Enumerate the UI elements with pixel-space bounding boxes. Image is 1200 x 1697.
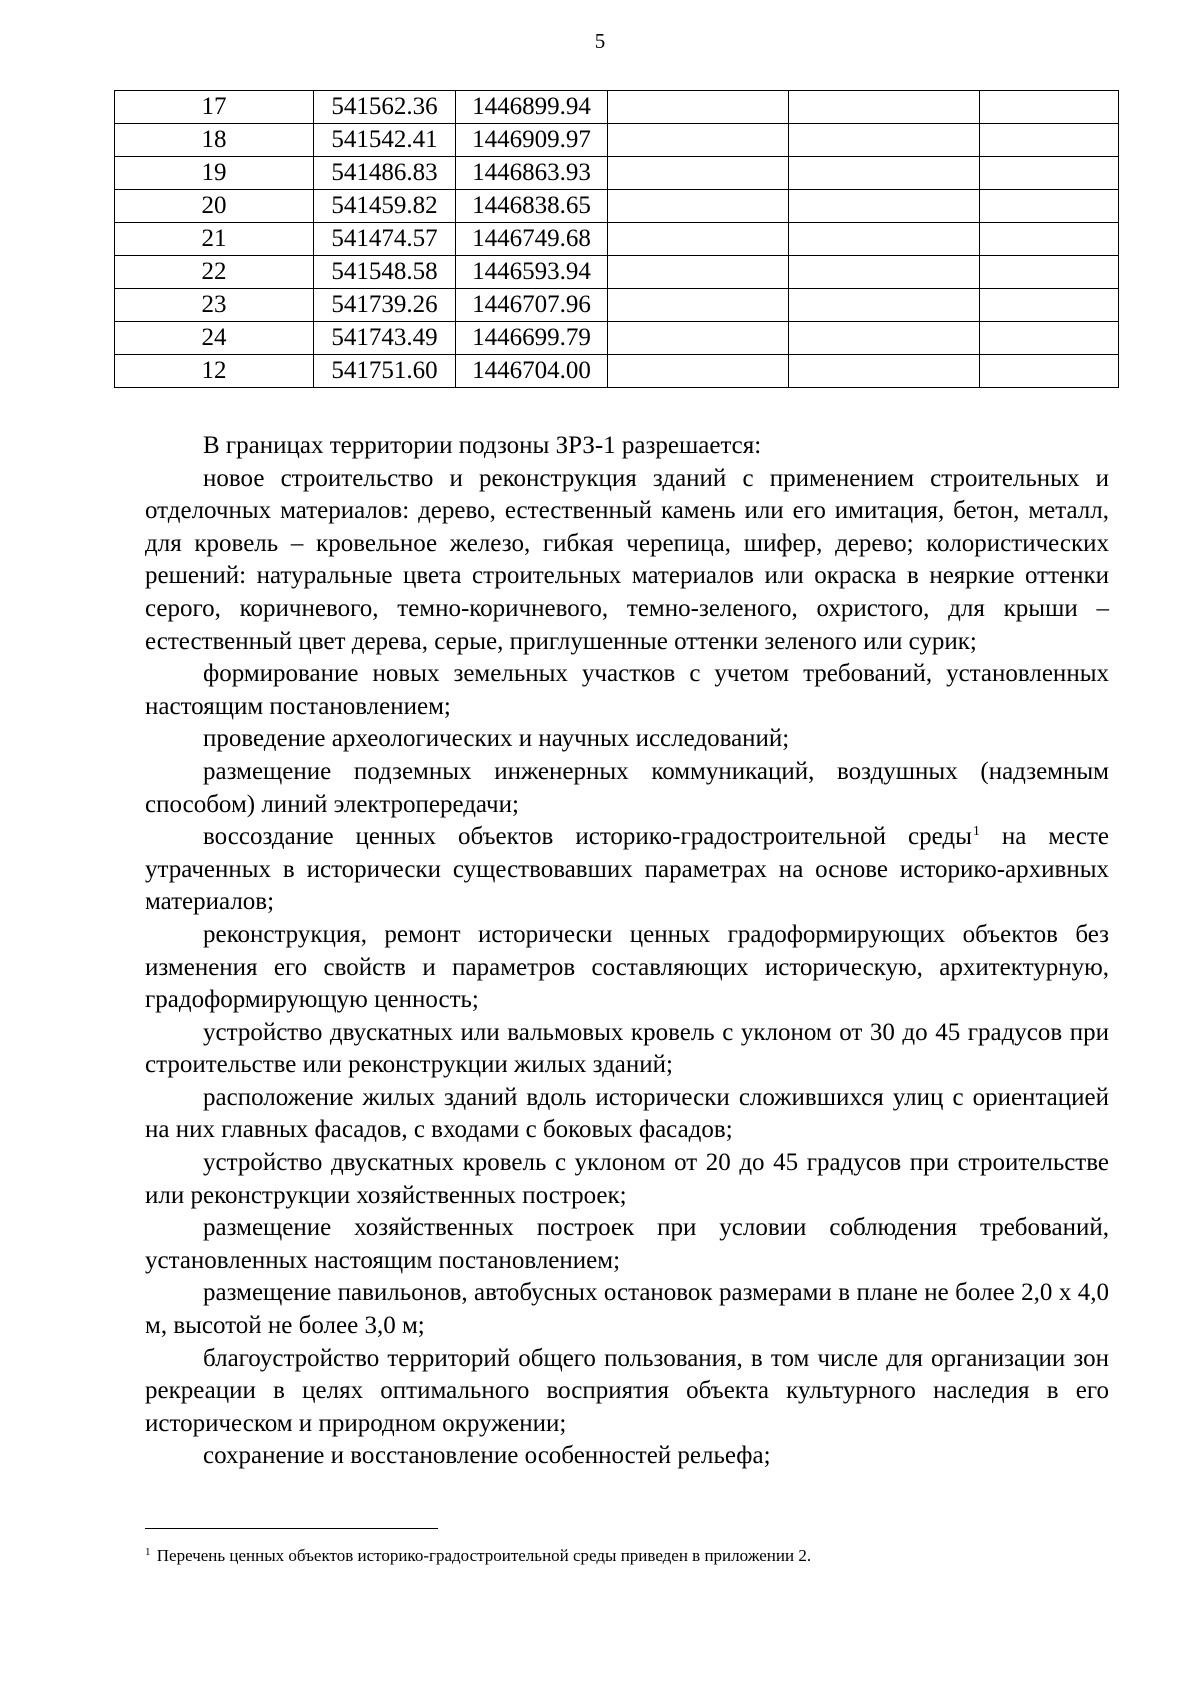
permitted-item: размещение павильонов, автобусных остановок размерами в плане не более 2,0 х 4,0 м, высотой не более 3,0 м; bbox=[145, 1279, 1109, 1340]
empty-cell bbox=[980, 355, 1119, 388]
empty-cell bbox=[789, 289, 980, 322]
permitted-item: новое строительство и реконструкция зданий с применением строительных и отделочных материалов: дерево, естественный камень или его имитация, бетон, металл, для кровель – кровельное железо, гибкая черепица, шифер, дерево; колористических решений: натуральные цвета строительных материалов или окраска в неяркие оттенки серого, коричневого, темно-коричневого, темно-зеленого, охристого, для крыши – естественный цвет дерева, серые, приглушенные оттенки зеленого или сурик; bbox=[145, 464, 1109, 655]
permitted-item: размещение хозяйственных построек при условии соблюдения требований, установленных настоящим постановлением; bbox=[145, 1214, 1109, 1274]
empty-cell bbox=[608, 124, 789, 157]
point-number-cell: 21 bbox=[115, 223, 314, 256]
permitted-item: формирование новых земельных участков с учетом требований, установленных настоящим постановлением; bbox=[145, 660, 1109, 720]
permitted-item: устройство двускатных или вальмовых кровель с уклоном от 30 до 45 градусов при строительстве или реконструкции жилых зданий; bbox=[145, 1018, 1109, 1079]
footnote-marker: 1 bbox=[145, 1546, 151, 1558]
table-row bbox=[115, 157, 1119, 190]
coordinates-table bbox=[114, 90, 1119, 388]
empty-cell bbox=[789, 190, 980, 223]
empty-cell bbox=[789, 124, 980, 157]
x-coordinate-cell: 541548.58 bbox=[314, 256, 456, 289]
x-coordinate-cell: 541542.41 bbox=[314, 124, 456, 157]
permitted-item-with-footnote bbox=[145, 821, 1109, 919]
empty-cell bbox=[789, 322, 980, 355]
table-row bbox=[115, 322, 1119, 355]
permitted-item: сохранение и восстановление особенностей рельефа; bbox=[203, 1442, 771, 1470]
empty-cell bbox=[608, 91, 789, 124]
empty-cell bbox=[980, 322, 1119, 355]
page-number: 5 bbox=[594, 29, 606, 53]
table-row bbox=[115, 355, 1119, 388]
y-coordinate-cell: 1446704.00 bbox=[456, 355, 608, 388]
y-coordinate-cell: 1446749.68 bbox=[456, 223, 608, 256]
empty-cell bbox=[980, 157, 1119, 190]
body-text bbox=[145, 430, 1109, 1473]
point-number-cell: 20 bbox=[115, 190, 314, 223]
permitted-item: расположение жилых зданий вдоль исторически сложившихся улиц с ориентацией на них главных фасадов, с входами с боковых фасадов; bbox=[145, 1083, 1109, 1144]
empty-cell bbox=[980, 289, 1119, 322]
footnote bbox=[145, 1545, 1109, 1567]
footnote-separator bbox=[145, 1528, 438, 1529]
empty-cell bbox=[608, 322, 789, 355]
y-coordinate-cell: 1446863.93 bbox=[456, 157, 608, 190]
empty-cell bbox=[789, 223, 980, 256]
permitted-item: размещение подземных инженерных коммуникаций, воздушных (надземным способом) линий электропередачи; bbox=[145, 757, 1109, 818]
point-number-cell: 17 bbox=[115, 91, 314, 124]
table-row bbox=[115, 190, 1119, 223]
permitted-item: реконструкция, ремонт исторически ценных градоформирующих объектов без изменения его свойств и параметров составляющих историческую, архитектурную, градоформирующую ценность; bbox=[145, 920, 1109, 1014]
item-text-tail: на месте утраченных в исторически существовавших параметрах на основе историко-архивных материалов; bbox=[145, 823, 1109, 916]
empty-cell bbox=[980, 91, 1119, 124]
empty-cell bbox=[608, 223, 789, 256]
empty-cell bbox=[789, 256, 980, 289]
empty-cell bbox=[980, 124, 1119, 157]
x-coordinate-cell: 541739.26 bbox=[314, 289, 456, 322]
point-number-cell: 24 bbox=[115, 322, 314, 355]
y-coordinate-cell: 1446838.65 bbox=[456, 190, 608, 223]
empty-cell bbox=[608, 190, 789, 223]
y-coordinate-cell: 1446707.96 bbox=[456, 289, 608, 322]
x-coordinate-cell: 541486.83 bbox=[314, 157, 456, 190]
empty-cell bbox=[980, 190, 1119, 223]
footnote-text: Перечень ценных объектов историко-градостроительной среды приведен в приложении 2. bbox=[152, 1546, 812, 1565]
x-coordinate-cell: 541743.49 bbox=[314, 322, 456, 355]
y-coordinate-cell: 1446699.79 bbox=[456, 322, 608, 355]
empty-cell bbox=[608, 256, 789, 289]
permitted-item: благоустройство территорий общего пользования, в том числе для организации зон рекреации в целях оптимального восприятия объекта культурного наследия в его историческом и природном окружении; bbox=[145, 1344, 1109, 1437]
point-number-cell: 19 bbox=[115, 157, 314, 190]
table-row bbox=[115, 289, 1119, 322]
coordinates-table-body bbox=[115, 91, 1119, 388]
x-coordinate-cell: 541459.82 bbox=[314, 190, 456, 223]
empty-cell bbox=[789, 355, 980, 388]
empty-cell bbox=[608, 289, 789, 322]
x-coordinate-cell: 541562.36 bbox=[314, 91, 456, 124]
table-row bbox=[115, 91, 1119, 124]
item-text: воссоздание ценных объектов историко-градостроительной среды bbox=[203, 823, 972, 851]
table-row bbox=[115, 256, 1119, 289]
permitted-item: устройство двускатных кровель с уклоном от 20 до 45 градусов при строительстве или реконструкции хозяйственных построек; bbox=[145, 1149, 1109, 1209]
table-row bbox=[115, 223, 1119, 256]
empty-cell bbox=[980, 223, 1119, 256]
intro-paragraph: В границах территории подзоны ЗРЗ-1 разрешается: bbox=[203, 432, 762, 459]
point-number-cell: 12 bbox=[115, 355, 314, 388]
y-coordinate-cell: 1446909.97 bbox=[456, 124, 608, 157]
x-coordinate-cell: 541751.60 bbox=[314, 355, 456, 388]
table-row bbox=[115, 124, 1119, 157]
empty-cell bbox=[789, 157, 980, 190]
x-coordinate-cell: 541474.57 bbox=[314, 223, 456, 256]
point-number-cell: 22 bbox=[115, 256, 314, 289]
empty-cell bbox=[789, 91, 980, 124]
y-coordinate-cell: 1446899.94 bbox=[456, 91, 608, 124]
point-number-cell: 23 bbox=[115, 289, 314, 322]
y-coordinate-cell: 1446593.94 bbox=[456, 256, 608, 289]
footnote-reference[interactable]: 1 bbox=[972, 824, 980, 840]
empty-cell bbox=[980, 256, 1119, 289]
permitted-item: проведение археологических и научных исследований; bbox=[203, 725, 790, 753]
point-number-cell: 18 bbox=[115, 124, 314, 157]
empty-cell bbox=[608, 355, 789, 388]
empty-cell bbox=[608, 157, 789, 190]
